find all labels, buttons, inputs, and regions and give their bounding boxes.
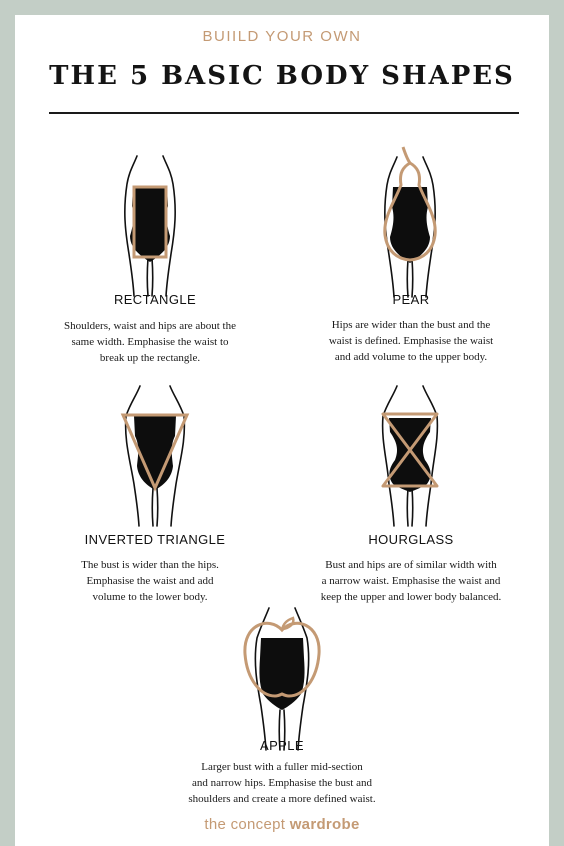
infographic-card [15,15,549,846]
hourglass-label: HOURGLASS [368,532,454,547]
apple-desc-line: shoulders and create a more defined waist. [188,793,376,805]
pear-desc-line: and add volume to the upper body. [334,351,488,363]
pear-description [281,317,541,365]
rectangle-figure [105,150,195,300]
pear-desc-line: waist is defined. Emphasise the waist [328,335,494,347]
rectangle-desc-line: Shoulders, waist and hips are about the [64,320,236,332]
hourglass-desc-line: a narrow waist. Emphasise the waist and [321,575,501,587]
apple-label: APPLE [260,738,304,753]
inverted-triangle-desc-line: Emphasise the waist and add [86,575,214,587]
apple-desc-line: and narrow hips. Emphasise the bust and [192,777,372,789]
rectangle-desc-line: break up the rectangle. [99,352,201,364]
rectangle-label: RECTANGLE [113,292,197,307]
pear-label: PEAR [392,292,430,307]
eyebrow-text: BUIILD YOUR OWN [202,28,362,45]
brand-text-part2: wardrobe [289,816,360,833]
pear-figure [365,135,455,300]
inverted-triangle-label: INVERTED TRIANGLE [84,532,226,547]
rectangle-description [20,318,280,366]
brand-logo [15,816,549,833]
inverted-triangle-desc-line: The bust is wider than the hips. [81,559,219,571]
pear-desc-line: Hips are wider than the bust and the [331,319,491,331]
page-title: THE 5 BASIC BODY SHAPES [49,61,515,91]
inverted-triangle-figure [110,380,200,530]
rectangle-desc-line: same width. Emphasise the waist to [71,336,229,348]
apple-desc-line: Larger bust with a fuller mid-section [201,761,363,773]
title-divider [49,112,519,114]
apple-figure [237,598,327,753]
hourglass-figure [365,380,455,530]
inverted-triangle-desc-line: volume to the lower body. [92,591,208,603]
apple-description [152,759,412,807]
brand-text-part1: the concept [204,816,290,833]
hourglass-desc-line: Bust and hips are of similar width with [325,559,497,571]
hourglass-desc-line: keep the upper and lower body balanced. [320,591,502,603]
